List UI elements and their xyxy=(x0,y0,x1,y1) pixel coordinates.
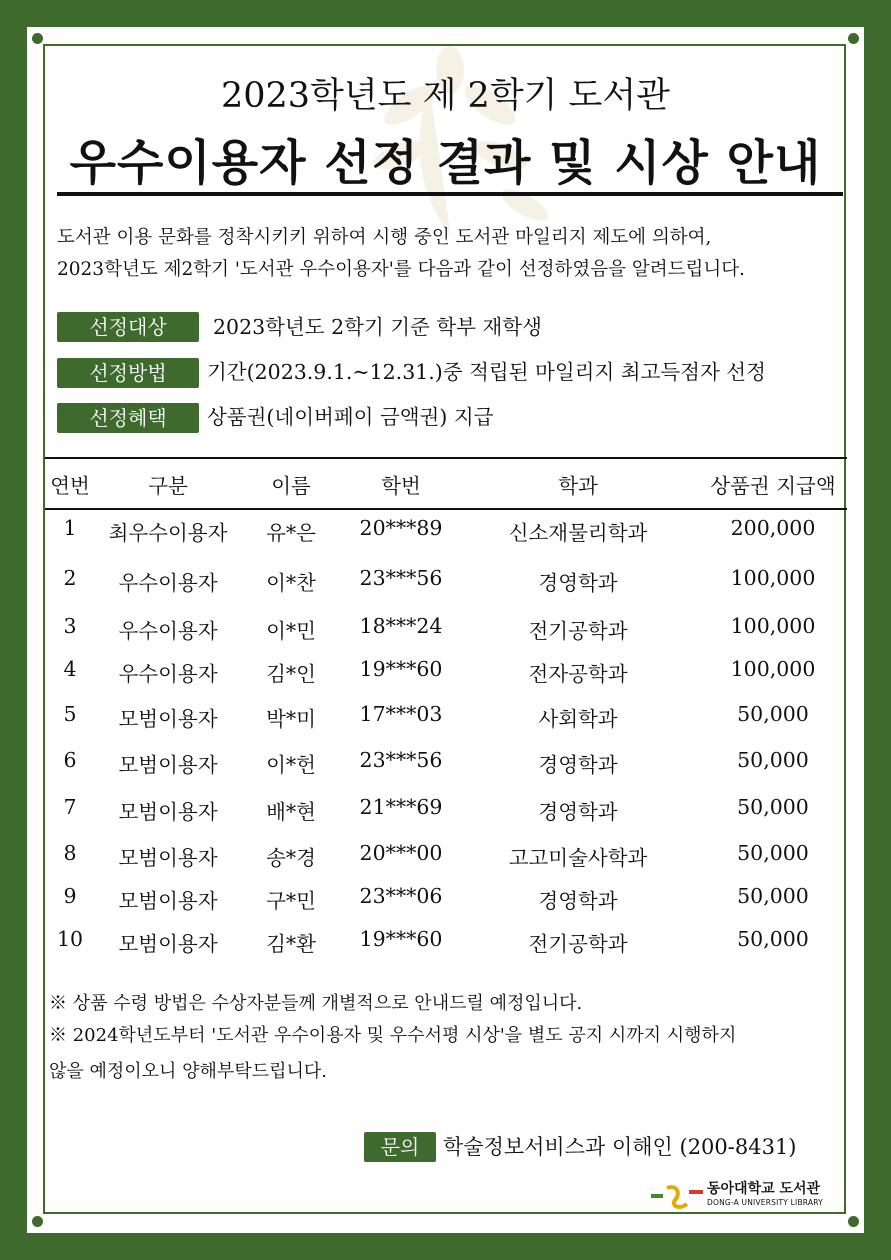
table-cell: 구*민 xyxy=(266,889,316,913)
table-cell: 20***00 xyxy=(359,841,443,865)
table-cell: 2 xyxy=(63,566,77,590)
intro-line1: 도서관 이용 문화를 정착시키키 위하여 시행 중인 도서관 마일리지 제도에 의하여, xyxy=(57,227,712,248)
table-cell: 우수이용자 xyxy=(118,571,218,595)
table-cell: 배*현 xyxy=(266,800,316,824)
table-cell: 20***89 xyxy=(359,516,443,540)
corner-ornament xyxy=(848,33,859,44)
table-cell: 19***60 xyxy=(359,927,443,951)
criteria-label-target: 선정대상 xyxy=(57,312,199,342)
corner-ornament xyxy=(32,33,43,44)
table-cell: 모범이용자 xyxy=(118,707,218,731)
criteria-label-benefit: 선정혜택 xyxy=(57,403,199,433)
table-cell: 모범이용자 xyxy=(118,846,218,870)
table-cell: 모범이용자 xyxy=(118,932,218,956)
table-cell: 17***03 xyxy=(359,702,443,726)
table-cell: 송*경 xyxy=(266,846,316,870)
table-cell: 100,000 xyxy=(730,566,816,590)
table-header-cell: 연번 xyxy=(50,474,90,498)
table-cell: 김*환 xyxy=(266,932,316,956)
table-cell: 경영학과 xyxy=(538,753,618,777)
table-cell: 9 xyxy=(63,884,77,908)
table-cell: 8 xyxy=(63,841,77,865)
criteria-label-method: 선정방법 xyxy=(57,358,199,388)
note-discontinue-line2: 않을 예정이오니 양해부탁드립니다. xyxy=(49,1061,327,1082)
table-cell: 경영학과 xyxy=(538,800,618,824)
table-cell: 경영학과 xyxy=(538,571,618,595)
table-cell: 신소재물리학과 xyxy=(508,521,648,545)
table-cell: 모범이용자 xyxy=(118,753,218,777)
criteria-text-target: 2023학년도 2학기 기준 학부 재학생 xyxy=(213,315,542,339)
table-cell: 전기공학과 xyxy=(528,932,628,956)
note-receipt: ※ 상품 수령 방법은 수상자분들께 개별적으로 안내드릴 예정입니다. xyxy=(49,993,583,1014)
page-title-line2: 우수이용자 선정 결과 및 시상 안내 xyxy=(69,135,822,191)
table-cell: 21***69 xyxy=(359,795,443,819)
table-cell: 23***56 xyxy=(359,748,443,772)
table-cell: 19***60 xyxy=(359,657,443,681)
corner-ornament xyxy=(848,1216,859,1227)
corner-ornament xyxy=(32,1216,43,1227)
page-title-line1: 2023학년도 제 2학기 도서관 xyxy=(220,76,670,116)
intro-line2: 2023학년도 제2학기 '도서관 우수이용자'를 다음과 같이 선정하였음을 알려드립니다. xyxy=(57,259,745,280)
table-cell: 1 xyxy=(63,516,77,540)
table-cell: 경영학과 xyxy=(538,889,618,913)
criteria-text-method: 기간(2023.9.1.~12.31.)중 적립된 마일리지 최고득점자 선정 xyxy=(207,360,766,384)
criteria-text-benefit: 상품권(네이버페이 금액권) 지급 xyxy=(207,405,494,429)
table-cell: 5 xyxy=(63,702,77,726)
table-cell: 50,000 xyxy=(737,927,809,951)
table-cell: 6 xyxy=(63,748,77,772)
table-cell: 3 xyxy=(63,614,77,638)
table-cell: 10 xyxy=(56,927,84,951)
logo-subtitle: DONG-A UNIVERSITY LIBRARY xyxy=(707,1198,823,1207)
table-cell: 이*민 xyxy=(266,619,316,643)
table-cell: 50,000 xyxy=(737,884,809,908)
table-cell: 50,000 xyxy=(737,795,809,819)
table-cell: 이*찬 xyxy=(266,571,316,595)
table-cell: 50,000 xyxy=(737,841,809,865)
table-cell: 우수이용자 xyxy=(118,619,218,643)
table-cell: 모범이용자 xyxy=(118,889,218,913)
intro-paragraph xyxy=(57,222,847,286)
table-header-cell: 상품권 지급액 xyxy=(710,474,836,498)
table-cell: 모범이용자 xyxy=(118,800,218,824)
table-cell: 7 xyxy=(63,795,77,819)
table-cell: 18***24 xyxy=(359,614,443,638)
table-cell: 100,000 xyxy=(730,657,816,681)
table-cell: 50,000 xyxy=(737,748,809,772)
table-cell: 4 xyxy=(63,657,77,681)
table-cell: 200,000 xyxy=(730,516,816,540)
table-cell: 전자공학과 xyxy=(528,662,628,686)
table-top-rule xyxy=(45,457,847,459)
table-header-cell: 구분 xyxy=(148,474,188,498)
table-cell: 전기공학과 xyxy=(528,619,628,643)
note-discontinue-line1: ※ 2024학년도부터 '도서관 우수이용자 및 우수서평 시상'을 별도 공지 시까지 시행하지 xyxy=(49,1025,737,1046)
table-cell: 김*인 xyxy=(266,662,316,686)
table-header-cell: 이름 xyxy=(271,474,311,498)
table-cell: 박*미 xyxy=(266,707,316,731)
table-cell: 우수이용자 xyxy=(118,662,218,686)
table-cell: 50,000 xyxy=(737,702,809,726)
table-cell: 유*은 xyxy=(266,521,316,545)
table-cell: 사회학과 xyxy=(538,707,618,731)
table-header-rule xyxy=(45,508,847,510)
contact-label: 문의 xyxy=(364,1132,436,1162)
table-cell: 100,000 xyxy=(730,614,816,638)
table-cell: 최우수이용자 xyxy=(108,521,228,545)
contact-info: 학술정보서비스과 이해인 (200-8431) xyxy=(443,1135,797,1159)
table-header-cell: 학과 xyxy=(558,474,598,498)
table-cell: 23***06 xyxy=(359,884,443,908)
table-cell: 고고미술사학과 xyxy=(508,846,648,870)
logo-name: 동아대학교 도서관 xyxy=(707,1181,821,1197)
table-cell: 23***56 xyxy=(359,566,443,590)
title-divider xyxy=(57,192,843,196)
table-header-cell: 학번 xyxy=(381,474,421,498)
table-cell: 이*헌 xyxy=(266,753,316,777)
